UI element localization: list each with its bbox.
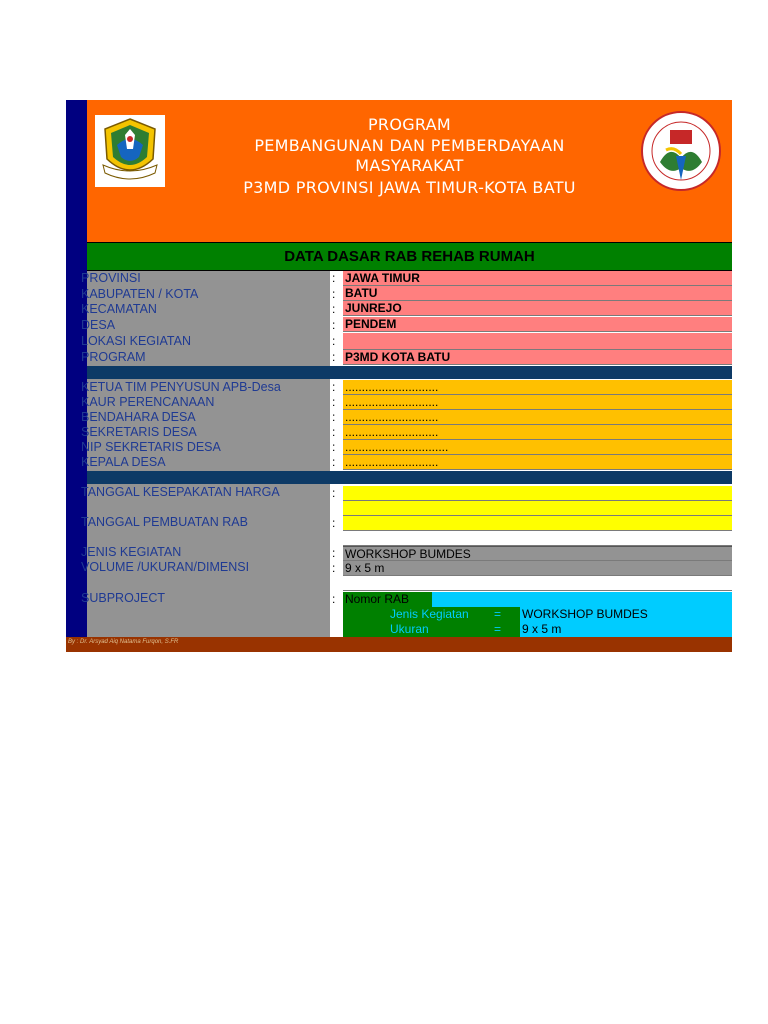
- nomor-rab-value[interactable]: [432, 592, 732, 607]
- label-tanggal-kesepakatan: TANGGAL KESEPAKATAN HARGA: [81, 485, 280, 499]
- colon: :: [332, 410, 336, 424]
- label-jenis-kegiatan: JENIS KEGIATAN: [81, 545, 182, 559]
- colon: :: [332, 425, 336, 439]
- colon: :: [332, 271, 336, 285]
- header-line-3: MASYARAKAT: [355, 156, 464, 175]
- label-ketua-tim: KETUA TIM PENYUSUN APB-Desa: [81, 380, 281, 394]
- label-volume: VOLUME /UKURAN/DIMENSI: [81, 560, 250, 574]
- label-kabupaten-kota: KABUPATEN / KOTA: [81, 287, 199, 301]
- subproject-jenis-label: Jenis Kegiatan: [390, 607, 469, 621]
- value-kabupaten-kota[interactable]: BATU: [343, 286, 732, 301]
- colon: :: [332, 287, 336, 301]
- rab-sheet: [66, 100, 732, 652]
- label-subproject: SUBPROJECT: [81, 591, 166, 605]
- footer-credit: By : Dr. Arsyad Aiq Natama Furqon, S.FR: [68, 639, 179, 645]
- date-spacer-row: [343, 501, 732, 516]
- value-kepala-desa[interactable]: ............................: [343, 455, 732, 470]
- header-line-1: PROGRAM: [367, 115, 452, 134]
- colon: :: [332, 350, 336, 364]
- colon: :: [332, 395, 336, 409]
- value-provinsi[interactable]: JAWA TIMUR: [343, 271, 732, 286]
- label-kaur-perencanaan: KAUR PERENCANAAN: [81, 395, 215, 409]
- header-line-2: PEMBANGUNAN DAN PEMBERDAYAAN: [254, 136, 565, 155]
- nomor-rab-label: Nomor RAB: [343, 592, 432, 607]
- label-kecamatan: KECAMATAN: [81, 302, 157, 316]
- label-program: PROGRAM: [81, 350, 146, 364]
- label-bendahara-desa: BENDAHARA DESA: [81, 410, 196, 424]
- value-tanggal-kesepakatan[interactable]: [343, 486, 732, 501]
- label-nip-sekretaris: NIP SEKRETARIS DESA: [81, 440, 221, 454]
- colon: :: [332, 516, 336, 530]
- colon: :: [332, 561, 336, 575]
- colon: :: [332, 302, 336, 316]
- value-bendahara-desa[interactable]: ............................: [343, 410, 732, 425]
- value-jenis-kegiatan[interactable]: WORKSHOP BUMDES: [343, 546, 732, 561]
- colon: :: [332, 546, 336, 560]
- subproject-ukuran-label: Ukuran: [390, 622, 429, 636]
- label-sekretaris-desa: SEKRETARIS DESA: [81, 425, 197, 439]
- footer-bar: [66, 637, 732, 652]
- value-kecamatan[interactable]: JUNREJO: [343, 301, 732, 316]
- label-lokasi-kegiatan: LOKASI KEGIATAN: [81, 334, 191, 348]
- value-ketua-tim[interactable]: ............................: [343, 380, 732, 395]
- kemendesa-logo-icon: [640, 110, 722, 192]
- header-line-4: P3MD PROVINSI JAWA TIMUR-KOTA BATU: [243, 178, 576, 197]
- value-volume[interactable]: 9 x 5 m: [343, 561, 732, 576]
- equals-sign: =: [494, 622, 502, 636]
- colon: :: [332, 486, 336, 500]
- value-nip-sekretaris[interactable]: ...............................: [343, 440, 732, 455]
- header-banner: [87, 100, 732, 242]
- colon: :: [332, 318, 336, 332]
- label-provinsi: PROVINSI: [81, 271, 141, 285]
- label-column: [87, 271, 330, 637]
- subproject-jenis-value[interactable]: WORKSHOP BUMDES: [520, 607, 732, 622]
- section-separator: [87, 366, 732, 379]
- value-kaur-perencanaan[interactable]: ............................: [343, 395, 732, 410]
- colon: :: [332, 334, 336, 348]
- equals-sign: =: [494, 607, 502, 621]
- value-sekretaris-desa[interactable]: ............................: [343, 425, 732, 440]
- value-tanggal-pembuatan[interactable]: [343, 516, 732, 531]
- colon: :: [332, 592, 336, 606]
- label-kepala-desa: KEPALA DESA: [81, 455, 166, 469]
- section-title: DATA DASAR RAB REHAB RUMAH: [87, 242, 732, 271]
- label-tanggal-pembuatan: TANGGAL PEMBUATAN RAB: [81, 515, 248, 529]
- subproject-ukuran-value[interactable]: 9 x 5 m: [520, 622, 732, 637]
- colon: :: [332, 440, 336, 454]
- value-desa[interactable]: PENDEM: [343, 317, 732, 332]
- colon: :: [332, 455, 336, 469]
- label-desa: DESA: [81, 318, 116, 332]
- blank-row: [343, 576, 732, 591]
- section-separator: [87, 471, 732, 484]
- value-program[interactable]: P3MD KOTA BATU: [343, 350, 732, 365]
- blank-row: [343, 531, 732, 546]
- value-lokasi-kegiatan[interactable]: [343, 333, 732, 350]
- colon: :: [332, 380, 336, 394]
